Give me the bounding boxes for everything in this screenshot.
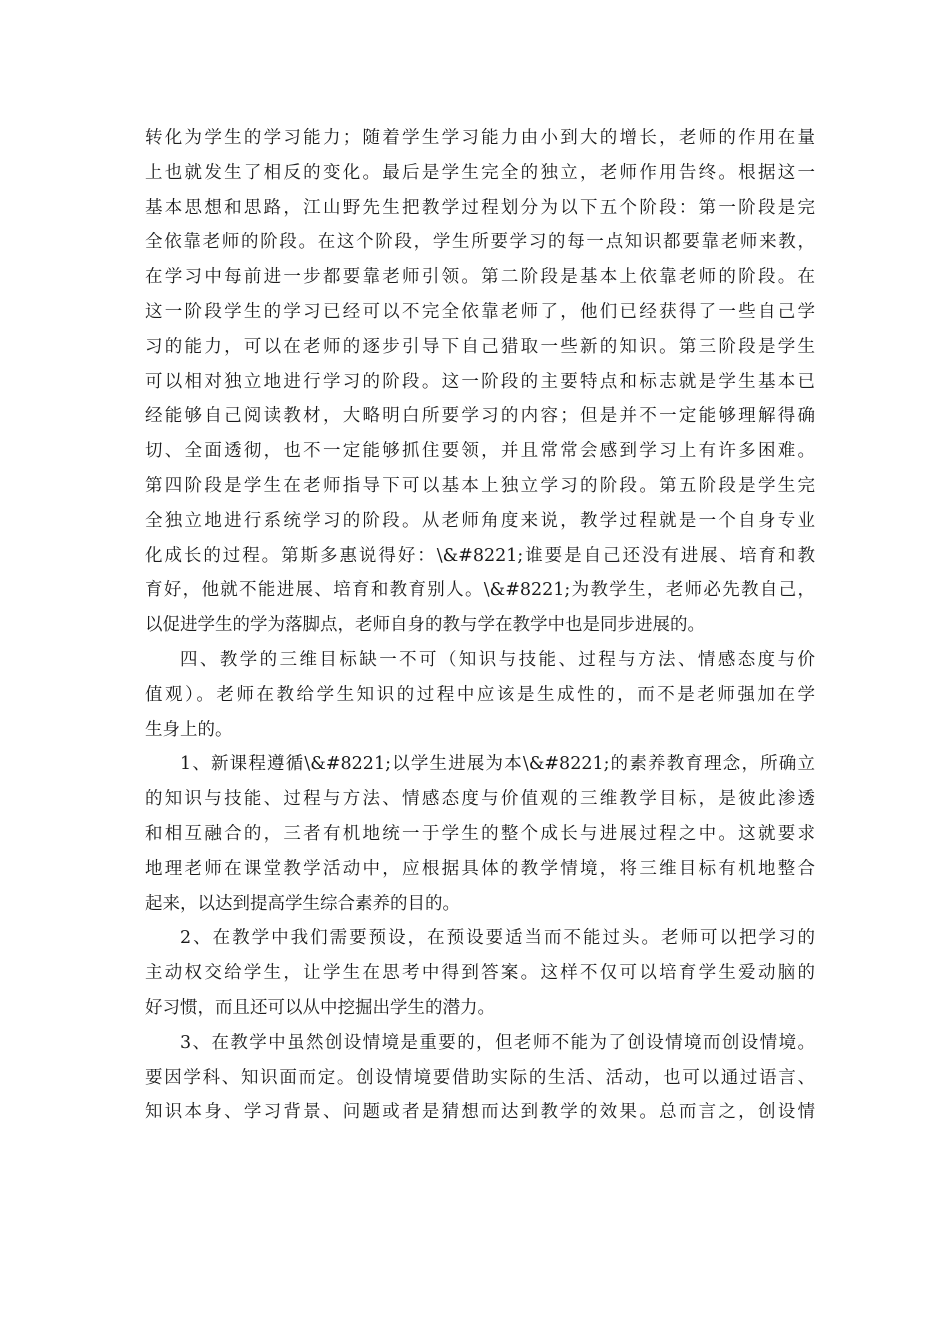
text-line: 知识本身、学习背景、问题或者是猜想而达到教学的效果。总而言之，创设情 [145, 1102, 815, 1123]
text-line: 第四阶段是学生在老师指导下可以基本上独立学习的阶段。第五阶段是学生完 [145, 475, 815, 496]
text-line: 育好，他就不能进展、培育和教育别人。\&#8221;为教学生，老师必先教自己， [145, 580, 815, 601]
text-line: 习的能力，可以在老师的逐步引导下自己猎取一些新的知识。第三阶段是学生 [145, 336, 815, 357]
text-line: 和相互融合的，三者有机地统一于学生的整个成长与进展过程之中。这就要求 [145, 823, 815, 844]
text-line: 全依靠老师的阶段。在这个阶段，学生所要学习的每一点知识都要靠老师来教， [145, 232, 815, 253]
body-text [145, 121, 815, 1130]
list-item-line: 1、新课程遵循\&#8221;以学生进展为本\&#8221;的素养教育理念，所确立 [180, 754, 815, 775]
section-heading-line: 四、教学的三维目标缺一不可（知识与技能、过程与方法、情感态度与价 [180, 649, 815, 670]
text-line: 地理老师在课堂教学活动中，应根据具体的教学情境，将三维目标有机地整合 [145, 858, 815, 879]
text-line: 起来，以达到提高学生综合素养的目的。 [145, 893, 460, 914]
text-line: 主动权交给学生，让学生在思考中得到答案。这样不仅可以培育学生爱动脑的 [145, 963, 815, 984]
text-line: 基本思想和思路，江山野先生把教学过程划分为以下五个阶段：第一阶段是完 [145, 197, 815, 218]
text-line: 化成长的过程。第斯多惠说得好：\&#8221;谁要是自己还没有进展、培育和教 [145, 545, 815, 566]
text-line: 要因学科、知识面而定。创设情境要借助实际的生活、活动，也可以通过语言、 [145, 1067, 815, 1088]
text-line: 全独立地进行系统学习的阶段。从老师角度来说，教学过程就是一个自身专业 [145, 510, 815, 531]
text-line: 在学习中每前进一步都要靠老师引领。第二阶段是基本上依靠老师的阶段。在 [145, 267, 815, 288]
text-line: 值观）。老师在教给学生知识的过程中应该是生成性的，而不是老师强加在学 [145, 684, 815, 705]
text-line: 以促进学生的学为落脚点，老师自身的教与学在教学中也是同步进展的。 [145, 615, 705, 636]
text-line: 的知识与技能、过程与方法、情感态度与价值观的三维教学目标，是彼此渗透 [145, 789, 815, 810]
list-item-line: 3、在教学中虽然创设情境是重要的，但老师不能为了创设情境而创设情境。 [180, 1032, 815, 1053]
text-line: 这一阶段学生的学习已经可以不完全依靠老师了，他们已经获得了一些自己学 [145, 301, 815, 322]
text-line: 好习惯，而且还可以从中挖掘出学生的潜力。 [145, 997, 495, 1018]
text-line: 生身上的。 [145, 719, 233, 740]
text-line: 切、全面透彻，也不一定能够抓住要领，并且常常会感到学习上有许多困难。 [145, 441, 815, 462]
text-line: 上也就发生了相反的变化。最后是学生完全的独立，老师作用告终。根据这一 [145, 162, 815, 183]
list-item-line: 2、在教学中我们需要预设，在预设要适当而不能过头。老师可以把学习的 [180, 928, 815, 949]
text-line: 经能够自己阅读教材，大略明白所要学习的内容；但是并不一定能够理解得确 [145, 406, 815, 427]
text-line: 可以相对独立地进行学习的阶段。这一阶段的主要特点和标志就是学生基本已 [145, 371, 815, 392]
text-line: 转化为学生的学习能力；随着学生学习能力由小到大的增长，老师的作用在量 [145, 128, 815, 148]
